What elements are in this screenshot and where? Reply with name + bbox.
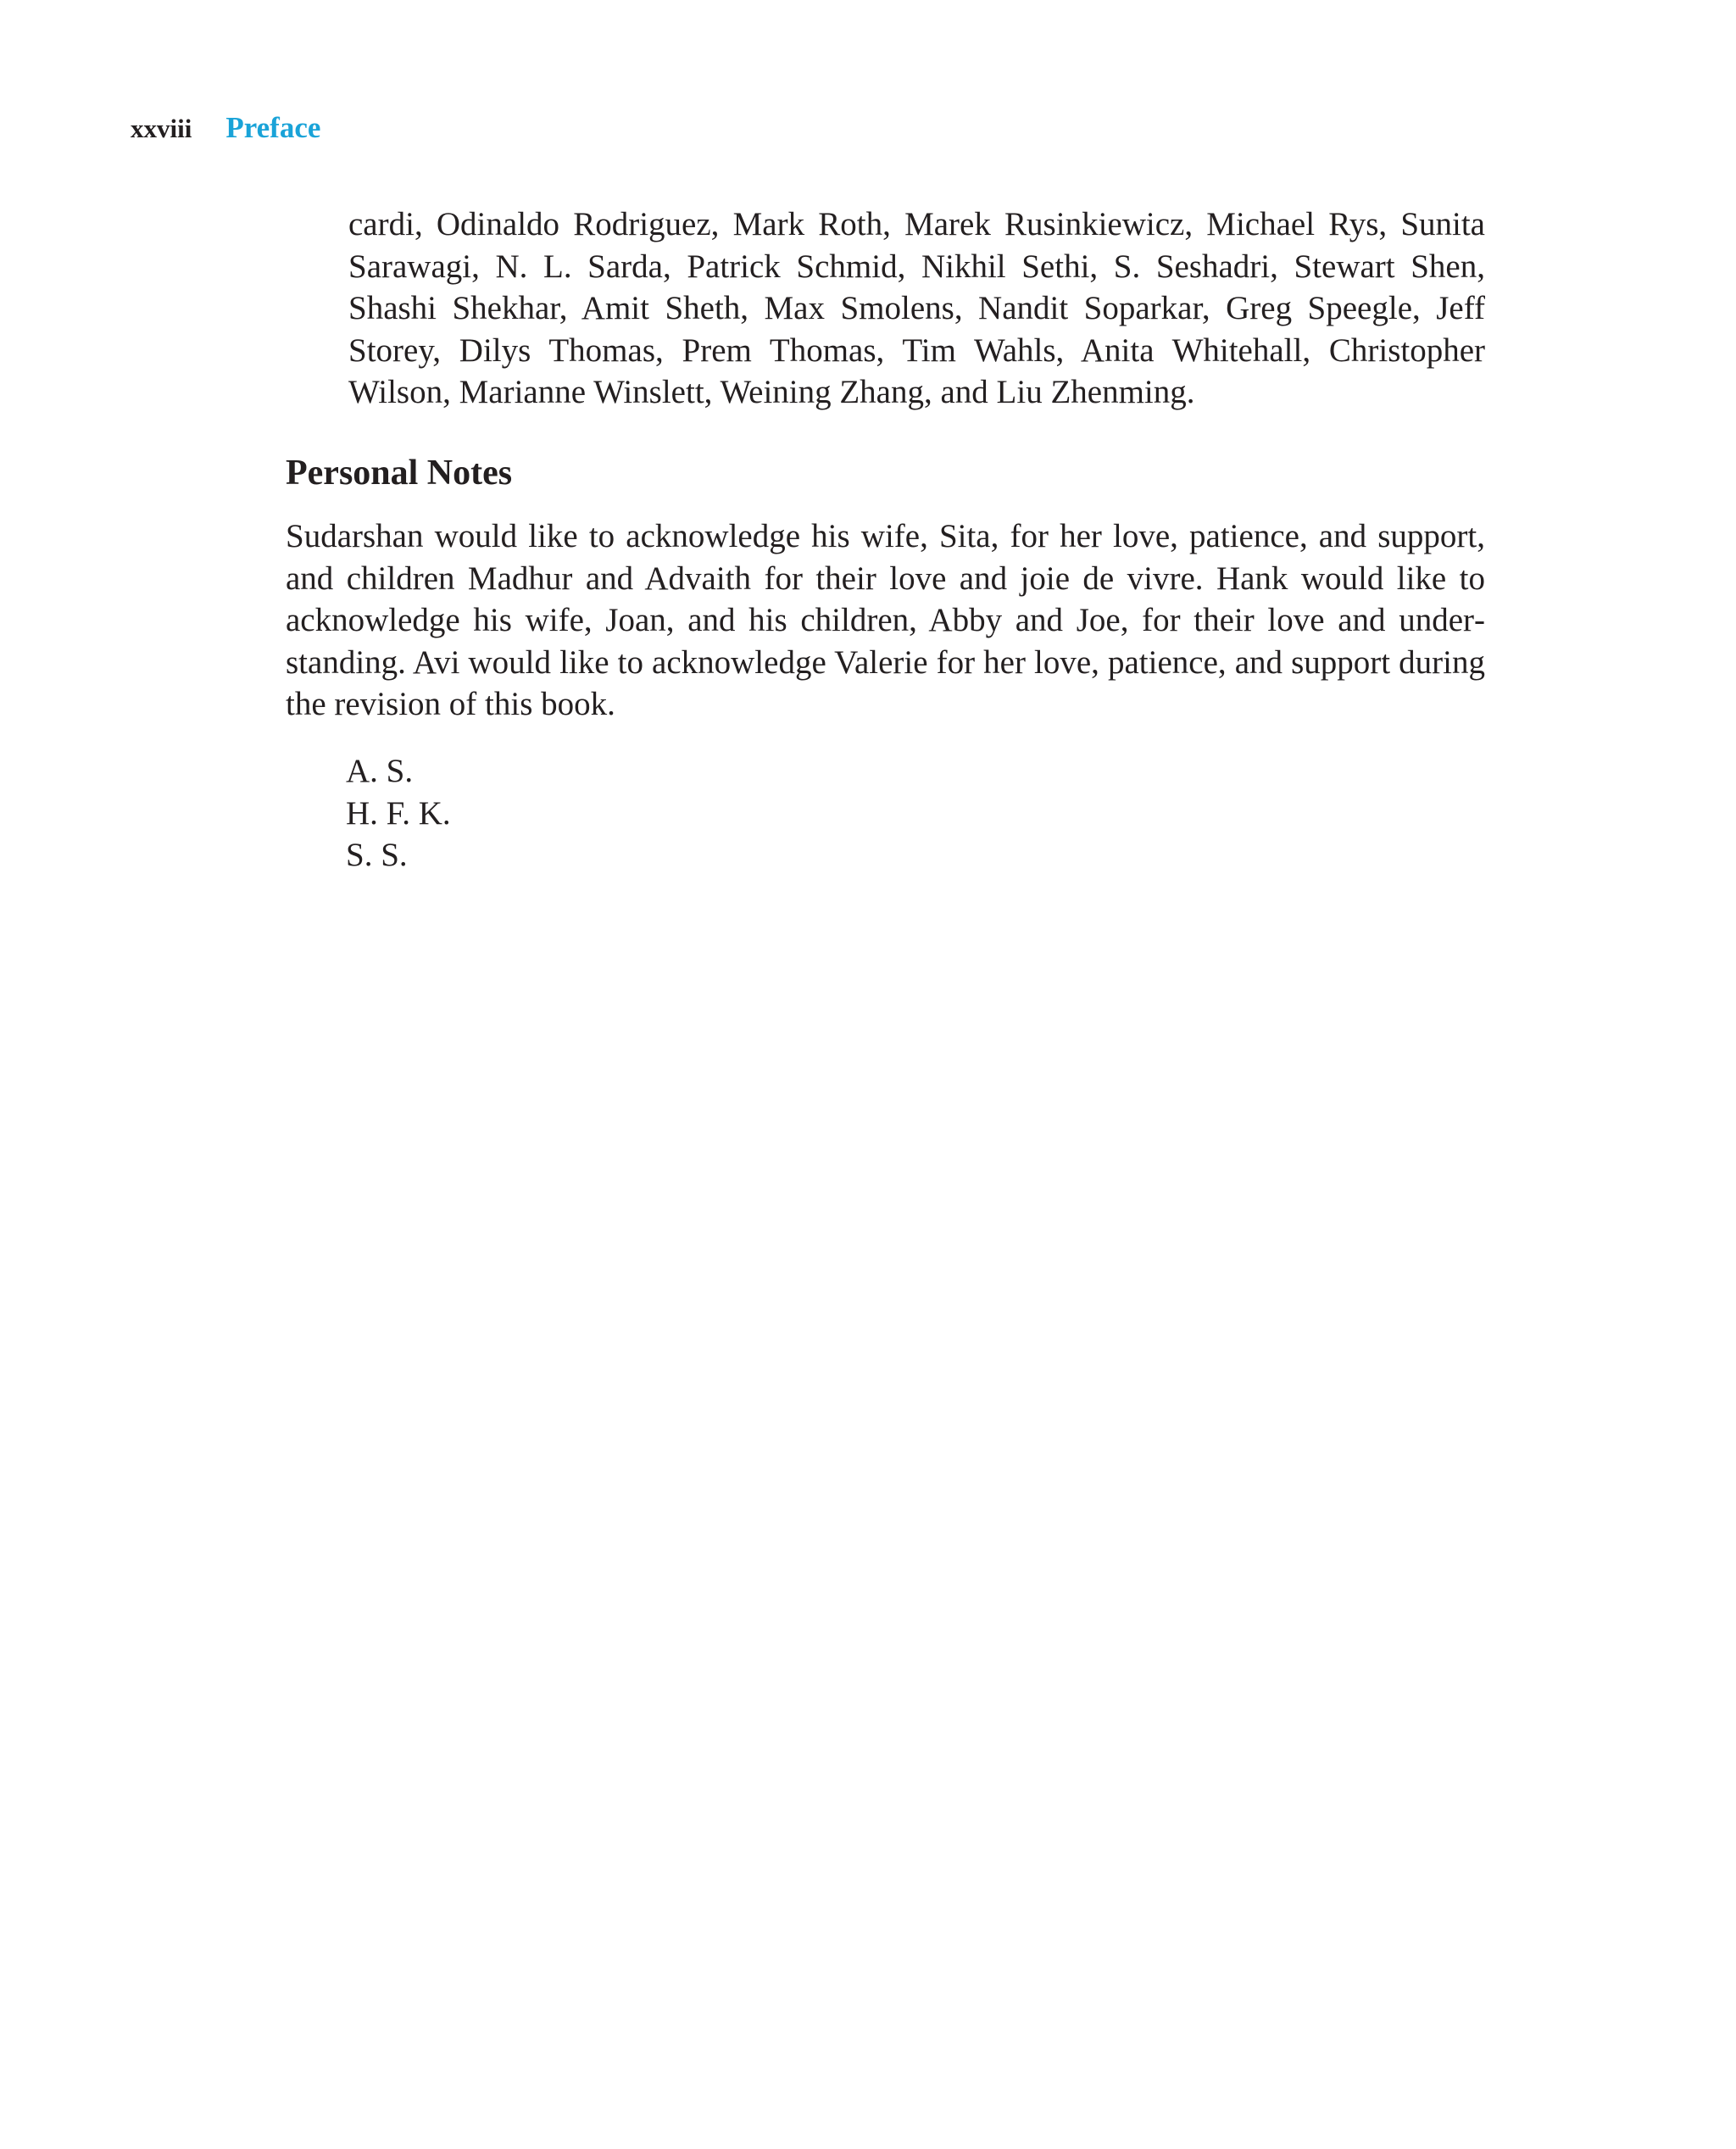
running-title: Preface <box>225 111 321 144</box>
page-number: xxviii <box>131 114 192 143</box>
author-initials: H. F. K. <box>346 794 451 832</box>
acknowledgments-continued-paragraph: cardi, Odinaldo Rodriguez, Mark Roth, Marek Rusinkiewicz, Michael Rys, Sunita Sarawagi, N. L. Sarda, Patrick Schmid, Nikhil Sethi, S. Seshadri, Stewart Shen, Shashi Shekhar, Amit Sheth, Max Smolens, Nandit Soparkar, Greg Speegle, Jeff Storey, Dilys Thomas, Prem Thomas, Tim Wahls, Anita Whitehall, Christopher Wilson, Marianne Winslett, Weining Zhang, and Liu Zhenming. <box>348 206 1485 411</box>
author-initials: A. S. <box>346 753 414 789</box>
personal-notes-paragraph: Sudarshan would like to acknowledge his wife, Sita, for her love, patience, and support, and children Madhur and Advaith for their love and joie de vivre. Hank would like to acknowledge his wife, Joan, and his children, Abby and Joe, for their love and understanding. Avi would like to acknowledge Valerie for her love, patience, and support during the revision of this book. <box>286 518 1485 723</box>
author-initials-list <box>346 750 451 877</box>
running-head <box>131 111 320 153</box>
author-initials: S. S. <box>346 837 408 874</box>
section-heading-personal-notes: Personal Notes <box>286 454 513 493</box>
